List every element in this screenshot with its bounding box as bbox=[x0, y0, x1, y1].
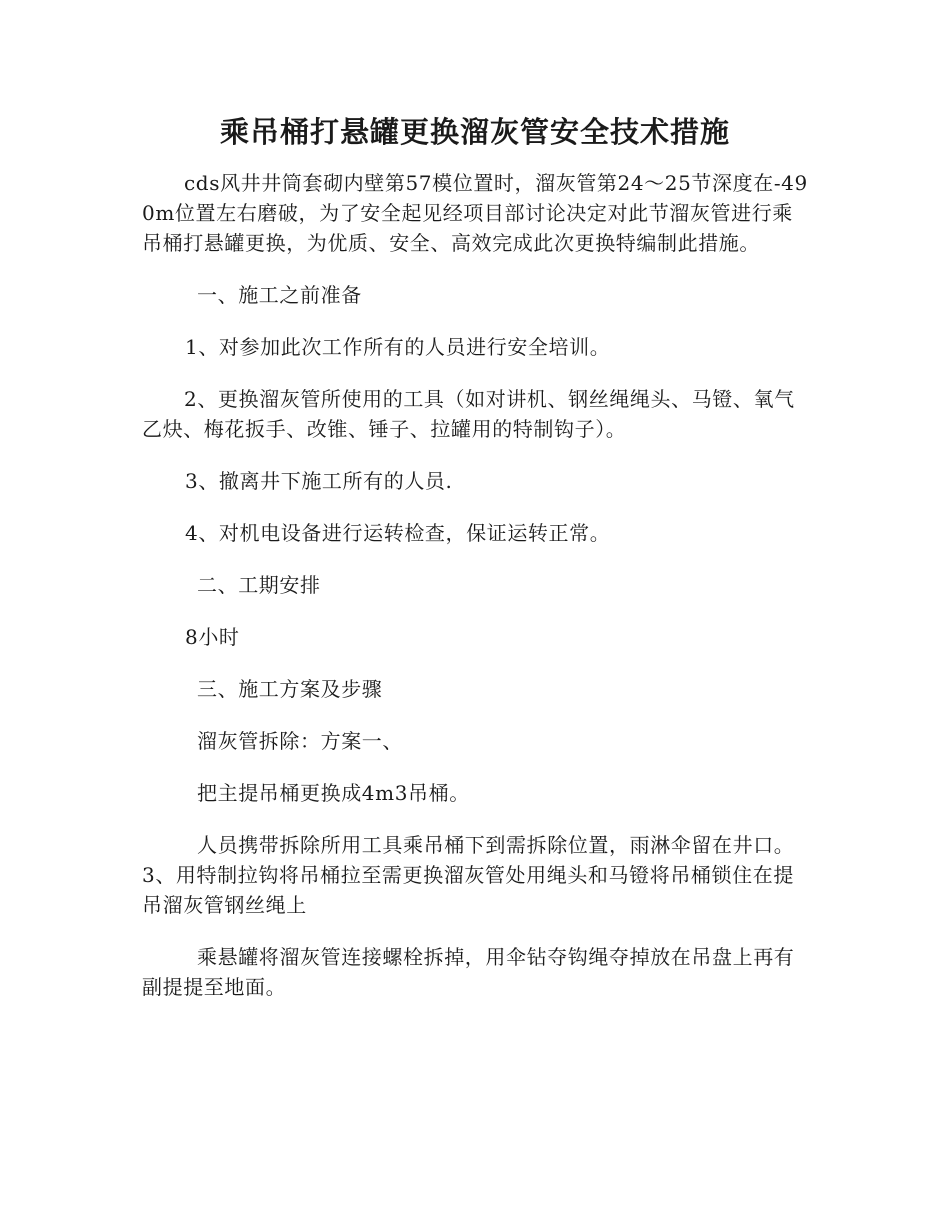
document-title: 乘吊桶打悬罐更换溜灰管安全技术措施 bbox=[219, 115, 730, 149]
plan-step-remove-text: 乘悬罐将溜灰管连接螺栓拆掉，用伞钻夺钩绳夺掉放在吊盘上再有副提提至地面。 bbox=[142, 945, 795, 999]
section-heading-prep: 一、施工之前准备 bbox=[197, 283, 362, 307]
section-heading-schedule: 二、工期安排 bbox=[197, 573, 321, 597]
plan-subheading: 溜灰管拆除：方案一、 bbox=[197, 729, 403, 753]
plan-step-descend-text: 人员携带拆除所用工具乘吊桶下到需拆除位置，雨淋伞留在井口。3、用特制拉钩将吊桶拉至需更换溜灰管处用绳头和马镫将吊桶锁住在提吊溜灰管钢丝绳上 bbox=[142, 833, 795, 917]
prep-item-1: 1、对参加此次工作所有的人员进行安全培训。 bbox=[185, 335, 611, 359]
plan-step-remove bbox=[142, 942, 810, 1002]
intro-paragraph: cds风井井筒套砌内壁第57模位置时，溜灰管第24～25节深度在-490m位置左右磨破，为了安全起见经项目部讨论决定对此节溜灰管进行乘吊桶打悬罐更换，为优质、安全、高效完成此次更换特编制此措施。 bbox=[142, 171, 808, 255]
plan-step-descend bbox=[142, 830, 810, 920]
document-body bbox=[142, 168, 810, 1002]
plan-step-bucket: 把主提吊桶更换成4m3吊桶。 bbox=[197, 781, 470, 805]
schedule-value: 8小时 bbox=[185, 625, 240, 649]
prep-item-3: 3、撤离井下施工所有的人员. bbox=[185, 469, 453, 493]
section-heading-plan: 三、施工方案及步骤 bbox=[197, 677, 383, 701]
prep-item-4: 4、对机电设备进行运转检查，保证运转正常。 bbox=[185, 521, 611, 545]
prep-item-2: 2、更换溜灰管所使用的工具（如对讲机、钢丝绳绳头、马镫、氧气乙炔、梅花扳手、改锥、锤子、拉罐用的特制钩子）。 bbox=[142, 387, 795, 441]
